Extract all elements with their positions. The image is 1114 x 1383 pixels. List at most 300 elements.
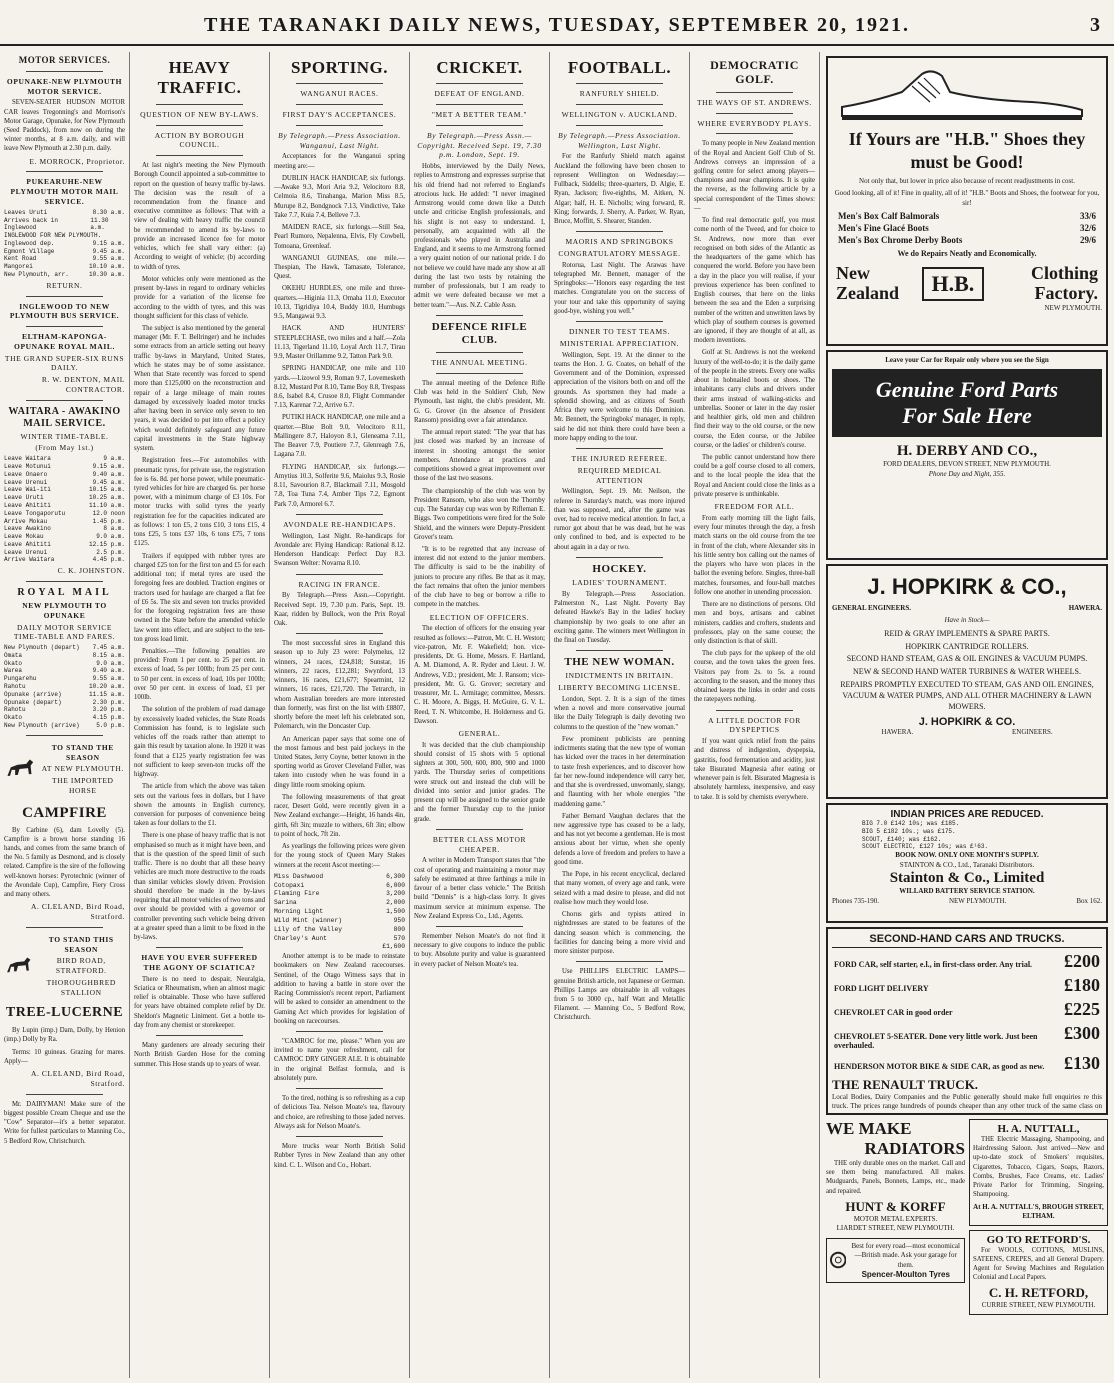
article-subhead: WHERE EVERYBODY PLAYS.	[697, 118, 812, 128]
car-row	[834, 975, 1100, 996]
race-acceptances: DUBLIN HACK HANDICAP, six furlongs.—Awake 9.3, Mori Aria 9.2, Velocitoro 8.8, Celmoia 8.6, Tinahanga, Marion Miss 8.5, Murupe 8.2, Bondgnock 7.13, Vindictive, Take Take 7.7, Kuia 7.4, Belleve 7.3.	[274, 174, 405, 219]
stainton-contact	[832, 897, 1102, 906]
race-acceptances: HACK AND HUNTERS' STEEPLECHASE, two miles and a half.—Zola 11.13, Tigerland 11.10, Loyal Arch 11.7, Tirau 9.9, Master Orillamme 9.2, Tatton Park 9.0.	[274, 325, 405, 361]
column-cricket	[410, 52, 550, 1378]
hb-price-list	[832, 211, 1102, 245]
hb-text: Not only that, but lower in price also because of recent readjustments in cost.	[859, 177, 1075, 185]
radiators-headline: RADIATORS	[864, 1139, 965, 1158]
dateline: By Telegraph.—Press Assn.—Copyright. Received Sept. 19, 7.30 p.m. London, Sept. 19.	[417, 130, 542, 160]
article-paragraph: "It is to be regretted that any increase of interest did not extend to the junior members. The difficulty is said to be the inability of juniors to procure any rifles. Be that as it may, the fact remains that often the junior members of the club have to beg or borrow a rifle to compete in the matches.	[414, 546, 545, 609]
article-headline: THE NEW WOMAN.	[564, 656, 675, 669]
race-acceptances: PUTIKI HACK HANDICAP, one mile and a quarter.—Blue Bolt 9.0, Velocitoro 8.11, Mallingere 8.7, Haloyon 8.1, Gleneama 7.11, The Beaver 7.9, Poutiere 7.7, Glenreagh 7.6, Lagana 7.0.	[274, 414, 405, 459]
price-row-cell: 800	[393, 925, 405, 933]
hb-price-row-cell: Men's Box Calf Balmorals	[838, 211, 940, 222]
article-headline: DEFENCE RIFLE CLUB.	[431, 320, 528, 347]
timetable-row-cell: Okato	[4, 714, 23, 722]
hb-price-row-cell: Men's Fine Glacé Boots	[838, 223, 929, 234]
hb-price-row	[838, 211, 1096, 221]
article-paragraph: London, Sept. 2. It is a sign of the times when a novel and more conservative journal like the Daily Telegraph is daily devoting two columns to the question of the "new woman."	[554, 695, 685, 731]
timetable-row-cell: Leaves Uruti	[4, 208, 48, 216]
column-football	[550, 52, 690, 1378]
article-subhead: LADIES' TOURNAMENT.	[572, 578, 667, 588]
price-row	[274, 917, 405, 926]
indian-headline: INDIAN PRICES ARE REDUCED.	[890, 809, 1044, 820]
article-paragraph: The following measurements of that great racer, Desert Gold, were recently given in a New Zealand exchange:—Height, 16 hands 4in, girth, 6ft 3in; muzzle to withers, 6ft 3in; elbow to point of hock, 7ft 2in.	[274, 793, 405, 838]
article-paragraph: The article from which the above was taken sets out the various fees in dollars, but I have shown the amounts in English currency, conversion for purposes of convenience being taken as four dollars to the £1.	[134, 783, 265, 828]
price-row	[274, 873, 405, 882]
hopkirk-ad	[826, 564, 1108, 799]
timetable-return: RETURN.	[46, 280, 83, 290]
article-paragraph: The championship of the club was won by President Ransom, who also won the Thornby cup. The Saturday cup was won by Rifleman E. Biggs. Two competitions were fired for the Sole Shield, and the winners were Deputy-President Grover's team.	[414, 487, 545, 541]
nelson-moate-ad: To the tired, nothing is so refreshing as a cup of delicious Tea. Nelson Moate's tea, flavoury and choice, are refreshing to those jaded nerves. Always ask for Nelson Moate's.	[274, 1095, 405, 1130]
retford-name: C. H. RETFORD,	[988, 1285, 1089, 1301]
car-row-cell: HENDERSON MOTOR BIKE & SIDE CAR, as good as new.	[834, 1062, 1045, 1071]
timetable-row-cell: 10.25 a.m.	[88, 494, 125, 502]
horse-note: Terms: 10 guineas. Grazing for mares. Apply—	[4, 1048, 125, 1065]
timetable-row-cell: 4.45 p.m.	[92, 556, 125, 564]
horse-ad-location: AT NEW PLYMOUTH.	[41, 764, 124, 774]
hopkirk-signature: J. HOPKIRK & CO.	[918, 716, 1016, 729]
timetable-row-cell: Leave Uruti	[4, 494, 44, 502]
article-paragraph: The club pays for the upkeep of the old course, and the town takes the green fees. Visitors pay from 2s. to 5s. a round according to the season, and the money thus obtained keeps the links in order and costs the ratepayers nothing.	[694, 650, 815, 704]
timetable-row-cell: Leave Waitara	[4, 455, 51, 463]
hopkirk-footer	[832, 728, 1102, 737]
price-row	[274, 899, 405, 908]
timetable-row	[4, 722, 125, 730]
timetable-row-cell: 11.10 a.m.	[88, 501, 125, 509]
timetable-row	[4, 549, 125, 557]
ad-text: Many gardeners are already securing their North British Garden Hose for the coming summer. This Hose stands up to years of wear.	[134, 1042, 265, 1068]
article-paragraph: As yearlings the following prices were given for the young stock of Queen Mary Stakes winners at the recent Ascot meeting:—	[274, 843, 405, 869]
timetable	[4, 209, 125, 279]
timetable-row-cell: 9.15 a.m.	[92, 462, 125, 470]
timetable-row-cell: New Plymouth, arr.	[4, 271, 69, 279]
article-subhead: INDICTMENTS IN BRITAIN.	[565, 671, 674, 681]
article-subhead: MINISTERIAL APPRECIATION.	[559, 338, 680, 348]
price-row-cell: 6,300	[386, 872, 405, 880]
timetable-row-cell: 9.40 a.m.	[92, 470, 125, 478]
price-total: £1,600	[382, 943, 405, 951]
article-paragraph: An American paper says that some one of the most famous and best paid jockeys in the United States, Jerry Coyne, better known in the sporting world as Grover Cleveland Fuller, was taken into custody when he was found in a dingy little room smoking opium.	[274, 735, 405, 789]
timetable-row	[4, 518, 125, 526]
timetable-row	[4, 217, 125, 233]
newspaper-title: THE TARANAKI DAILY NEWS, TUESDAY, SEPTEMBER 20, 1921.	[204, 14, 910, 36]
timetable-row-cell: Arrives back in Inglewood	[4, 216, 59, 232]
nuttall-text: THE Electric Massaging, Shampooing, and Hairdressing Saloon. Just arrived—New and up-to-date stock of Smokers' requisites, Cigarettes, Tobacco, Cigars, Soaps, Razors, Combs, Brushes, Face Creams, etc. Ladies' Private Parlor for Trimming, Singeing, Shampooing.	[973, 1136, 1104, 1199]
timetable-row-cell: Arrive Waitara	[4, 556, 55, 564]
timetable-row	[4, 691, 125, 699]
timetable-row-cell: New Plymouth (arrive)	[4, 722, 80, 729]
horse-ad-header	[4, 933, 125, 1000]
race-acceptances: OKEHU HURDLES, one mile and three-quarters.—Higinia 11.3, Omaha 11.0, Executor 10.13, Tigridiya 10.4, Buddy 10.0, Humbugs 9.5, Mangawai 9.3.	[274, 285, 405, 321]
article-paragraph: The annual meeting of the Defence Rifle Club was held in the Soldiers' Club, New Plymouth, last night, the club's president, Mr. G. G. Grover (in the absence of President Ransom) presiding over a fair attendance.	[414, 380, 545, 424]
dairyman-ad: Mr. DAIRYMAN! Make sure of the biggest possible Cream Cheque and use the "Cow" Separator—it's a better separator. Write for fullest particulars to Manning Co., 5 Bedford Row, Christchurch.	[4, 1100, 125, 1145]
hopkirk-footer-left: HAWERA.	[881, 728, 914, 737]
article-paragraph: A writer in Modern Transport states that "the cost of operating and maintaining a motor may safely be estimated at three farthings a mile in favour of a better class vehicle." The British build "Dennis" is a high-class lorry. It gives maximum service at minimum expense. The New Zealand Express Co., Ltd., Agents.	[414, 857, 545, 920]
article-body	[414, 162, 545, 310]
indian-price-list	[832, 820, 1102, 851]
price-row	[274, 926, 405, 935]
race-acceptances: SPRING HANDICAP, one mile and 110 yards.—Lizowol 9.9, Roman 9.7, Lovemesketh 8.12, Mustard Pot 8.10, Tame Boy 8.8, Trespass 8.6, Isabel 8.4, Crusoe 8.0, Flight Commander 7.13, Karenar 7.2, Arrive 6.7.	[274, 365, 405, 410]
indian-motorcycles-ad	[826, 803, 1108, 923]
hb-footer	[832, 264, 1102, 304]
price-row-cell: 6,000	[386, 881, 405, 889]
hb-location: NEW PLYMOUTH.	[1044, 303, 1102, 312]
timetable-row	[4, 675, 125, 683]
timetable-row	[4, 271, 125, 279]
car-row-cell: CHEVROLET CAR in good order	[834, 1008, 953, 1017]
timetable-row-cell: New Plymouth (depart)	[4, 644, 80, 652]
indian-price-row: SCOUT ELECTRIC, £127 10s; was £¹63.	[862, 843, 989, 851]
timetable-row-cell: 9 a.m.	[103, 455, 125, 463]
timetable-row-cell: Inglewood dep.	[4, 239, 55, 247]
article-paragraph: Motor vehicles only were mentioned as the present by-laws in regard to ordinary vehicles provide for a variation of the license fee according to the width of tyres, and this was thought sufficient for this class of vehicle.	[134, 275, 265, 320]
timetable-row-cell: Okato	[4, 659, 23, 667]
timetable-row-cell: 2.30 p.m.	[92, 698, 125, 706]
timetable-row-cell: Leave Urenui	[4, 548, 48, 556]
timetable-row	[4, 471, 125, 479]
article-body	[554, 695, 685, 956]
shoe-icon	[832, 62, 1102, 124]
price-row-cell: 3,200	[386, 890, 405, 898]
article-paragraph: For the Ranfurly Shield match against Auckland the following have been chosen to represent Wellington on Wednesday:—Fullback, Siddells; three-quarters, D. Algie, E. Ryan, Jackson; five-eighths, M. Aitken, N. Algar; half, H. E. Nicholls; wing forward, R. King; forwards, J. Sherry, A. Parker, W. Ryan, Bruce, Moffitt, S. Shearer, Standen.	[554, 153, 685, 226]
timetable-row-cell: Omata	[4, 651, 23, 659]
hopkirk-trade: GENERAL ENGINEERS.	[832, 604, 911, 612]
hunt-korff-address: LIARDET STREET, NEW PLYMOUTH.	[836, 1224, 955, 1233]
ford-sign-line: For Sale Here	[902, 403, 1032, 429]
horse-name: CAMPFIRE	[22, 804, 107, 821]
timetable-row-cell: 9.45 a.m.	[92, 247, 125, 255]
car-row-cell: £130	[1064, 1053, 1100, 1073]
nelson-moate-ad: Remember Nelson Moate's do not find it necessary to give coupons to induce the public to buy. Absolute purity and value is guaranteed in every packet of Nelson Moate's tea.	[414, 932, 545, 968]
hopkirk-footer-right: ENGINEERS.	[1012, 728, 1053, 737]
article-paragraph: Golf at St. Andrews is not the weekend luxury of the well-to-do; it is the daily game of the people in the streets. Every one walks about in hobnailed boots or shoes. The inhabitants carry clubs and drivers under their arms instead of walking-sticks and umbrellas. Sooner or later in the day rosier and healthier girls, old men and children find their way to the old course, or the new course, the Eden course, or the Jubilee course, or the ladies' or children's course.	[694, 349, 815, 449]
car-row-cell: £200	[1064, 951, 1100, 971]
timetable-row-cell: 10.10 a.m.	[88, 263, 125, 271]
price-row-cell: Sarina	[274, 899, 297, 907]
hb-shoes-ad	[826, 56, 1108, 346]
timetable-row	[4, 232, 125, 240]
tyre-ad	[826, 1238, 965, 1283]
retford-text: For WOOLS, COTTONS, MUSLINS, SATEENS, CREPES, and all General Drapery. Agent for Sewing Machines and Regulation Colonial and Local Papers.	[973, 1246, 1104, 1282]
hb-badge-text: H.B.	[931, 270, 975, 296]
indian-note: BOOK NOW. ONLY ONE MONTH'S SUPPLY.	[895, 851, 1039, 860]
retford-address: CURRIE STREET, NEW PLYMOUTH.	[981, 1301, 1096, 1310]
article-headline: HOCKEY.	[592, 562, 647, 575]
article-paragraph: Father Bernard Vaughan declares that the new aggressive type has ceased to be a lady, and has not yet become a gentleman. He is most anxious about her virtue, when she openly defends a love of freedom and prefers to have a good time.	[554, 812, 685, 866]
horse-ad-head: TO STAND THIS SEASON	[48, 934, 114, 954]
hb-clothing-factory: Clothing Factory.	[1030, 263, 1098, 303]
stainton-box: Box 162.	[1076, 896, 1102, 905]
article-subhead: ACTION BY BOROUGH COUNCIL.	[154, 130, 245, 150]
timetable-row-cell: 10.15 a.m.	[88, 486, 125, 494]
indian-agents: STAINTON & CO., Ltd., Taranaki Distributors.	[899, 860, 1035, 869]
article-body	[554, 152, 685, 226]
timetable-row-cell: Rahotu	[4, 706, 26, 714]
timetable-row	[4, 541, 125, 549]
timetable-row-cell: 9.0 a.m.	[96, 533, 125, 541]
nuttall-signature: At H. A. NUTTALL'S, BROUGH STREET, ELTHAM.	[973, 1202, 1104, 1221]
car-row-cell: £300	[1064, 1023, 1100, 1043]
tyre-icon	[830, 1243, 846, 1277]
ford-lead: Leave your Car for Repair only where you see the Sign	[885, 356, 1049, 364]
timetable	[4, 644, 125, 730]
camroc-ad: "CAMROC for me, please." When you are invited to name your refreshment, call for CAMROC DRY GINGER ALE. It is obtainable in the original Belfast formula, and is absolutely pure.	[274, 1038, 405, 1082]
timetable-row-cell: Egmont Village	[4, 247, 55, 255]
hopkirk-lines	[832, 629, 1102, 713]
price-row-cell: Flaming Fire	[274, 890, 320, 898]
article-paragraph: The subject is also mentioned by the general manager (Mr. F. T. Bellringer) and he includes some extracts from an article setting out heavy traffic by-laws in Maryland, United States, which he states may be of some assistance. When that State recently was forced to spend more than £125,000 on the reconstruction and repair of a large mileage of main routes damaged by excessively loaded motor trucks after having been in service only seven to ten years, it was decided to put into effect a policy which would definitely safeguard any future capital investments in the State highway system.	[134, 325, 265, 453]
price-row	[274, 935, 405, 944]
race-acceptances: FLYING HANDICAP, six furlongs.—Amytius 10.3, Solferite 9.6, Maiolus 9.3, Rosie 8.11, Savourion 8.7, Blackmail 7.11, Mosgold 7.8, Toa Tuna 7.4, Amber Tips 7.2, Egmont Park 7.0, Armorel 6.7.	[274, 463, 405, 508]
article-subhead: GENERAL.	[458, 728, 501, 738]
article-headline: DEMOCRATIC GOLF.	[710, 58, 799, 87]
horse-name: TREE-LUCERNE	[5, 1005, 124, 1021]
hb-badge	[922, 267, 985, 301]
indian-price-row: SCOUT, £140; was £162.	[862, 835, 942, 843]
car-row-cell: £180	[1064, 975, 1100, 995]
article-subhead: AVONDALE RE-HANDICAPS.	[283, 519, 396, 529]
hopkirk-line: SECOND HAND STEAM, GAS & OIL ENGINES & VACUUM PUMPS.	[846, 654, 1088, 664]
hopkirk-line: NEW & SECOND HAND WATER TURBINES & WATER WHEELS.	[853, 667, 1081, 677]
timetable-row-cell: 3.20 p.m.	[92, 706, 125, 714]
horse-ad-sub: THOROUGHBRED STALLION	[46, 977, 116, 997]
service-title: INGLEWOOD TO NEW PLYMOUTH BUS SERVICE.	[9, 301, 120, 321]
second-hand-cars-ad	[826, 927, 1108, 1115]
article-body	[134, 161, 265, 942]
timetable-row-cell: Pungarehu	[4, 675, 37, 683]
article-paragraph: Wellington, Last Night. Re-handicaps for Avondale are: Flying Handicap: Rational 8.12. Henderson Handicap: Perfect Day 8.3. Swanson Welter: Novarna 8.10.	[274, 532, 405, 568]
article-paragraph: Trailers if equipped with rubber tyres are charged £25 ton for the first ton and £5 for each additional ton; if metal tyres are used the foregoing fees are doubled. Traction engines or tractors used for haulage are charged a flat fee of £6 5s. The six and seven ton trucks provided for the foregoing registration fees are those owned in the State before the amended vehicle law went into effect, and are subject to the ten-ton gross load limit.	[134, 552, 265, 643]
timetable-row-cell: 9.15 a.m.	[92, 239, 125, 247]
article-body	[414, 379, 545, 610]
article-paragraph: There are no distinctions of persons. Old men and boys, artisans and cabinet ministers, caddies and crofters, students and professors, play on the same course; the only distinction is that of skill.	[694, 601, 815, 645]
timetable-row	[4, 683, 125, 691]
service-subtitle: DAILY MOTOR SERVICE TIME-TABLE AND FARES.	[13, 622, 116, 642]
timetable-row-cell: INGLEWOOD FOR NEW PLYMOUTH.	[4, 232, 102, 240]
timetable-row	[4, 699, 125, 707]
article-paragraph: Registration fees.—For automobiles with pneumatic tyres, for private use, the registration fee is 6s. 8d. per horse power, while pneumatic-tyred vehicles for hire are charged 6s. per horse power, with a minimum charge of £3 10s. For motor trucks with solid tyres the yearly registration fee for the capacities indicated are as follows: 1 ton £5, 2 tons £10, 3 tons £15, 4 tons £25, 5 tons £37 10s, 6 tons £75, 7 tons £125.	[134, 457, 265, 548]
ad-text: There is no need to despair, Neuralgia, Sciatica or Rheumatism, when an almost magic relief is obtainable. Those who have suffered for years have obtained complete relief by Dr. Sheldon's Magnetic Liniment. Get a bottle to-day from any chemist or storekeeper.	[134, 975, 265, 1029]
renault-text: Local Bodies, Dairy Companies and the Public generally should make full enquiries re this truck. The prices range hundreds of pounds cheaper than any other truck of the same class on	[832, 1093, 1102, 1111]
horse-ad-head: TO STAND THE SEASON	[51, 742, 114, 762]
article-subhead: ELECTION OF OFFICERS.	[429, 612, 530, 622]
price-row-cell: 2,000	[386, 899, 405, 907]
timetable-row-cell: Leave Onaero	[4, 470, 48, 478]
article-subhead: CONGRATULATORY MESSAGE.	[558, 249, 681, 259]
timetable-row-cell: Leave Motunui	[4, 462, 51, 470]
article-paragraph: The most successful sires in England this season up to July 23 were: Polymelus, 12 winners, 24 races, £24,818; Sunstar, 16 winners, 22 races, £12,281; Swynford, 13 winners, 16 races, £21,677; Spearmint, 12 winners, 16 races, £21,720. The Tetrarch, in whom Australian breeders are more interested than formerly, was first on the list with £8807, shortly before the meet left his celebrated son, Polemarch, win the Doncaster Cup.	[274, 640, 405, 731]
car-row	[834, 999, 1100, 1020]
timetable-row-cell: 1.45 p.m.	[92, 517, 125, 525]
timetable-row	[4, 255, 125, 263]
timetable-row	[4, 494, 125, 502]
article-paragraph: It was decided that the club championship should consist of 15 shots with 5 optional sighters at 300, 500, 600, 800, 900 and 1000 yards. The Thursday series of competitions were struck out and instead the club will be divided into senior and junior grades. The present cup will be assigned to the senior grade and the former Thursday cup to the junior grade.	[414, 741, 545, 823]
page-number: 3	[1090, 14, 1100, 36]
timetable-row-cell: 10.30 a.m.	[88, 271, 125, 279]
article-subhead: REQUIRED MEDICAL ATTENTION	[577, 465, 662, 485]
article-paragraph: Rotorua, Last Night. The Arawas have telegraphed Mr. Bennett, manager of the Springboks:—"Honors easy regarding the test matches. Congratulate you on the success of your tour and take this opportunity of saying good-bye, wishing you well."	[554, 261, 685, 315]
cars-price-list	[832, 951, 1102, 1074]
cars-headline: SECOND-HAND CARS AND TRUCKS.	[832, 933, 1102, 948]
retford-headline: GO TO RETFORD'S.	[986, 1233, 1091, 1246]
timetable-row	[4, 667, 125, 675]
hb-price-row	[838, 223, 1096, 233]
article-paragraph: The election of officers for the ensuing year resulted as follows:—Patron, Mr. C. H. Weston; vice-patron, Mr. F. Wakefield; hon. vice-presidents, Dr. G. Home, Messrs. F. Hartland, A. M. Diamond, A. R. Ryder and Lieut. J. W. Andrews, V.D.; president, Mr. J. Ransom; vice-president, Mr. G. G. Grover; secretary and treasurer, Mr. L. Armitage; committee, Messrs. C. H. Moore, A. Biggs, H. McGuire, G. V. L. Reed, T. N. Whitcombe, H. Holderness and G. Dawson.	[414, 625, 545, 725]
article-paragraph: From early morning till the light fails, every four minutes through the day, a fresh match starts on the old course from the tee in front of the club, where Alexander sits in his little sentry box calling out the names of the players who have won places in the ballot the evening before. Singles, three-ball matches, foursomes, and four-ball matches follow one another in unending procession.	[694, 514, 815, 596]
service-title: OPUNAKE-NEW PLYMOUTH MOTOR SERVICE.	[6, 76, 123, 96]
article-body	[274, 174, 405, 509]
section-heading: MOTOR SERVICES.	[18, 55, 111, 65]
timetable-row	[4, 479, 125, 487]
timetable-row-cell: 9.55 a.m.	[92, 255, 125, 263]
timetable-row	[4, 502, 125, 510]
stainton-location: NEW PLYMOUTH.	[948, 896, 1007, 905]
horse-signature: A. CLELAND, Bird Road, Stratford.	[30, 902, 125, 922]
hb-price-row	[838, 235, 1096, 245]
timetable-row-cell: 2.5 p.m.	[96, 548, 125, 556]
article-subhead: FIRST DAY'S ACCEPTANCES.	[282, 110, 397, 120]
dyspepsia-ad: If you want quick relief from the pains and distress of indigestion, dyspepsia, gastritis, food fermentation and acidity, just take Bisurated Magnesia after eating or whenever pain is felt. Bisurated Magnesia is absolutely harmless, inexpensive, and easy to take. It is sold by chemists everywhere.	[694, 738, 815, 801]
article-headline: SPORTING.	[291, 58, 388, 77]
article-paragraph: By Telegraph.—Press Assn.—Copyright. Received Sept. 19, 7.30 p.m. Paris, Sept. 19. Kaar, ridden by Bullock, won the Prix Royal Oak.	[274, 592, 405, 627]
horse-text: By Lupin (imp.) Dam, Dolly, by Henion (imp.) Dolly by Ra.	[4, 1027, 125, 1044]
timetable-row-cell: Opunake (arrive)	[4, 690, 62, 698]
article-subhead: THE INJURED REFEREE.	[571, 454, 668, 464]
article-subhead: MAORIS AND SPRINGBOKS	[565, 237, 674, 247]
timetable-row-cell: 8.15 a.m.	[92, 651, 125, 659]
timetable-row-cell: 12.0 noon	[92, 509, 125, 517]
timetable-row-cell: Arrive Mokau	[4, 517, 48, 525]
article-subhead: FREEDOM FOR ALL.	[714, 502, 795, 512]
ford-parts-ad	[826, 350, 1108, 560]
stainton-name: Stainton & Co., Limited	[889, 870, 1045, 887]
service-title: ROYAL MAIL	[17, 587, 112, 599]
timetable-row-cell: Kent Road	[4, 255, 37, 263]
timetable-row-cell: 11.15 a.m.	[88, 690, 125, 698]
hb-new-zealand: New Zealand	[836, 263, 900, 303]
service-note: (From May 1st.)	[35, 443, 94, 453]
service-signature: C. K. JOHNSTON.	[57, 566, 125, 576]
phillips-lamps-ad: Use PHILLIPS ELECTRIC LAMPS—genuine British article, not Japanese or German. Phillips Lamps are obtainable in all voltages from 5 to 3000 cp., half Watt and Metallic Filament. — Manning Co., 5 Bedford Row, Christchurch.	[554, 968, 685, 1022]
renault-headline: THE RENAULT TRUCK.	[832, 1077, 979, 1092]
timetable-row	[4, 240, 125, 248]
hb-repair-note: We do Repairs Neatly and Economically.	[897, 249, 1037, 259]
hb-headline: If Yours are "H.B." Shoes they must be Good!	[848, 129, 1086, 172]
timetable-row-cell: Warea	[4, 667, 23, 675]
article-subhead: THE ANNUAL MEETING.	[431, 358, 528, 368]
service-subtitle: NEW PLYMOUTH TO OPUNAKE	[22, 601, 107, 620]
article-body	[694, 514, 815, 705]
timetable-row	[4, 263, 125, 271]
article-paragraph: The public cannot understand how there could be a golf course closed to all comers, and to the local people the idea that the Royal and Ancient could close the links as a private preserve is unthinkable.	[694, 454, 815, 498]
timetable-row-cell: Leave Mokau	[4, 533, 44, 541]
stainton-station: WILLARD BATTERY SERVICE STATION.	[899, 887, 1035, 896]
hunt-korff-name: HUNT & KORFF	[845, 1198, 946, 1214]
hopkirk-line: HOPKIRK CANTRIDGE ROLLERS.	[905, 641, 1029, 651]
dateline: By Telegraph.—Press Association. Wellington, Last Night.	[558, 130, 681, 150]
horse-signature: A. CLELAND, Bird Road, Stratford.	[30, 1069, 125, 1088]
masthead	[0, 0, 1114, 46]
timetable-row	[4, 209, 125, 217]
hb-price-row-cell: 29/6	[1079, 235, 1096, 246]
article-paragraph: Acceptances for the Wanganui spring meeting are:—	[274, 153, 405, 170]
hb-price-row-cell: Men's Box Chrome Derby Boots	[838, 235, 963, 246]
bottom-ads-left	[826, 1119, 965, 1315]
article-subhead: WANGANUI RACES.	[300, 89, 379, 99]
article-subhead: RANFURLY SHIELD.	[579, 89, 660, 99]
timetable-row-cell: Leave Tongaporutu	[4, 509, 66, 517]
race-acceptances: MAIDEN RACE, six furlongs.—Still Sea, Pearl Rumoro, Nepalenna, Elvis, Fly Cowbell, Tomoana, Greenleaf.	[274, 224, 405, 250]
article-paragraph: To many people in New Zealand mention of the Royal and Ancient Golf Club of St. Andrews conveys an impression of a golfing centre for select among players—champions and near champions. It is quite the reverse, as the following article by a special correspondent of the Times shows:—	[694, 140, 815, 212]
price-row-cell: Lily of the Valley	[274, 925, 343, 933]
timetable-row-cell: 9.55 a.m.	[92, 675, 125, 683]
bottom-ads-right	[969, 1119, 1108, 1315]
price-row-cell: Miss Dashwood	[274, 872, 324, 880]
service-title: ELTHAM-KAPONGA-OPUNAKE ROYAL MAIL.	[14, 332, 115, 351]
timetable-row-cell: 11.30 a.m.	[90, 216, 109, 232]
article-paragraph: By Telegraph.—Press Association. Palmerston N., Last Night. Poverty Bay defeated Hawke's Bay in the ladies' hockey championship by two goals to one after an exciting game. The winners meet Wellington in the final on Tuesday.	[554, 590, 685, 645]
article-paragraph: Wellington, Sept. 19. At the dinner to the teams the Hon. J. G. Coates, on behalf of the Government and of the Dominion, expressed appreciation of the visitors both on and off the grounds. As sportsmen they had made a splendid showing, and as citizens of South Africa they were welcome to this Dominion. Mr. Bennett, the Springboks' manager, in reply, said he did not think there could have been a more happy ending to the tour.	[554, 351, 685, 442]
tyre-brand: Spencer-Moulton Tyres	[861, 1270, 950, 1280]
price-row	[274, 890, 405, 899]
timetable-row	[4, 486, 125, 494]
car-row	[834, 951, 1100, 972]
article-subhead: QUESTION OF NEW BY-LAWS.	[140, 109, 259, 119]
hb-text: Good looking, all of it! Fine in quality, all of it! "H.B." Boots and Shoes, the footwear for you, sir!	[834, 189, 1100, 207]
service-title: WAITARA - AWAKINO MAIL SERVICE.	[8, 405, 121, 429]
timetable-row	[4, 644, 125, 652]
horse-icon	[4, 952, 34, 980]
ford-address: FORD DEALERS, DEVON STREET, NEW PLYMOUTH.	[883, 460, 1051, 469]
ford-dealer-name: H. DERBY AND CO.,	[896, 443, 1038, 460]
timetable-row-cell: 8.30 a.m.	[92, 208, 125, 216]
timetable-row-cell: 4.15 p.m.	[92, 714, 125, 722]
column-motor-services	[0, 52, 130, 1378]
article-subhead: LIBERTY BECOMING LICENSE.	[558, 683, 681, 693]
article-subhead: DEFEAT OF ENGLAND.	[434, 89, 525, 99]
article-headline: CRICKET.	[436, 58, 523, 77]
article-subhead: "MET A BETTER TEAM."	[431, 110, 528, 120]
horse-ad-sub: THE IMPORTED HORSE	[52, 776, 114, 795]
service-signature: R. W. DENTON, MAIL CONTRACTOR.	[41, 375, 125, 394]
article-headline: HEAVY TRAFFIC.	[157, 58, 242, 98]
radiators-text: THE only durable ones on the market. Call and see them being manufactured. All makes. Mudguards, Panels, Bonnets, Lamps, etc., made and repaired.	[826, 1160, 965, 1195]
timetable-row	[4, 525, 125, 533]
column-sporting	[270, 52, 410, 1378]
hopkirk-subline	[832, 604, 1102, 613]
service-signature: E. MORROCK, Proprietor.	[29, 156, 125, 166]
hopkirk-name: J. HOPKIRK & CO.,	[867, 574, 1067, 599]
ford-sign-line: Genuine Ford Parts	[875, 377, 1059, 403]
price-row-cell: 570	[393, 934, 405, 942]
article-subhead: RACING IN FRANCE.	[298, 579, 381, 589]
nuttall-ad	[969, 1119, 1108, 1226]
indian-price-row: BIG 5 £182 10s.; was £175.	[862, 827, 956, 835]
timetable-row-cell: Leave Urenui	[4, 478, 48, 486]
hb-price-row-cell: 33/6	[1079, 211, 1096, 222]
price-row-cell: Wild Mint (winner)	[274, 916, 343, 924]
retford-ad	[969, 1230, 1108, 1315]
timetable-row-cell: Mangorei	[4, 263, 33, 271]
article-paragraph: There is one phase of heavy traffic that is not emphasised so much as it might have been, and that is the question of the speed limit of such traffic. There is no doubt that all these heavy vehicles are much more destructive to the roads than similar vehicles slowly driven. Provision should therefore be made in the by-laws requiring that all motor vehicles of two tons and over should be provided with a governor or controller preventing such vehicle being driven at a greater speed than a limit to be fixed in the by-laws.	[134, 832, 265, 942]
car-row	[834, 1023, 1100, 1050]
article-paragraph: Penalties.—The following penalties are provided: From 1 per cent. to 25 per cent. in excess of load, 5s per 100lb; from 25 per cent. to 50 per cent. in excess of load, 10s per 100lb; over 50 per cent. in excess of load, £1 per 100lb.	[134, 647, 265, 702]
indian-price-row: BIG 7.0 £142 10s; was £185.	[862, 820, 960, 827]
horse-text: By Carbine (6), dam Lovelly (5). Campfire is a brown horse standing 16 hands, and comes from the same branch of the No. 5 family as Desmond, and is closely related. Campfire is the sire of the following well-known horses: Pyrotechnic (winner of the Avondale Cup), Campfire, Fiery Cross and many others.	[4, 826, 125, 899]
hopkirk-line: REPAIRS PROMPTLY EXECUTED TO STEAM, GAS AND OIL ENGINES, VACUUM & WATER PUMPS, AND ALL OTHER MACHINERY & LAWN MOWERS.	[840, 680, 1094, 711]
column-advertisements	[820, 52, 1114, 1378]
